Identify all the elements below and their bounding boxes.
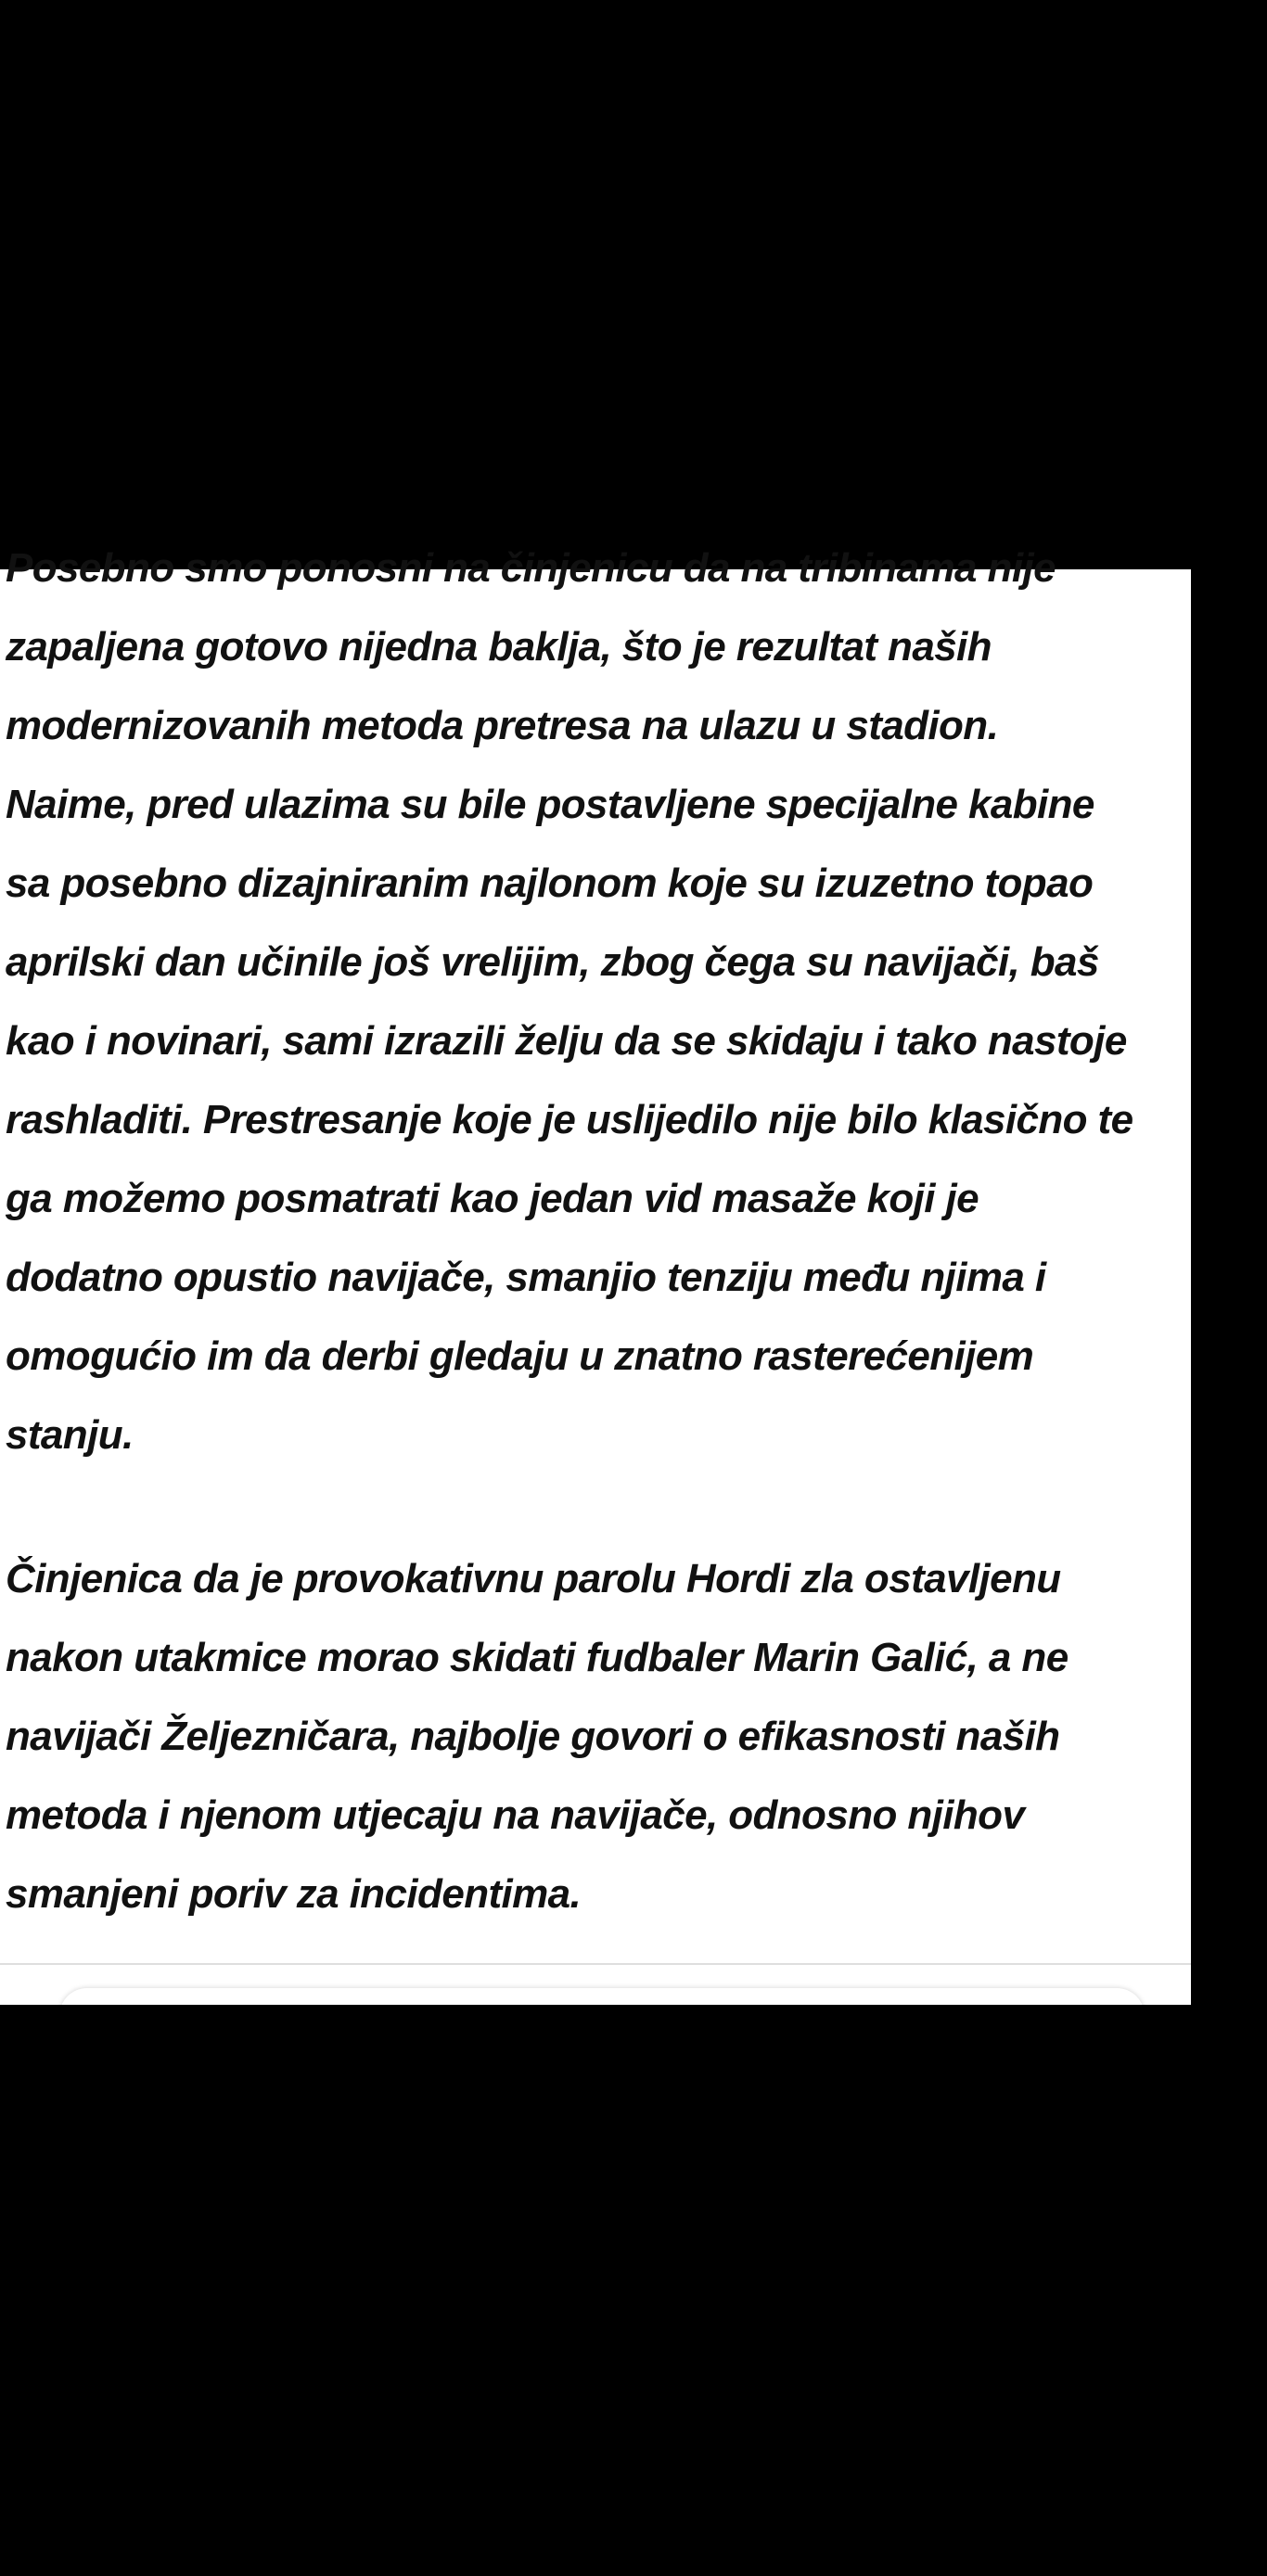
article-content[interactable] — [0, 545, 1191, 2005]
section-divider — [0, 1963, 1191, 1965]
article-paragraph-1: Posebno smo ponosni na činjenicu da na tribinama nije zapaljena gotovo nijedna baklja, što je rezultat naših modernizovanih metoda pretresa na ulazu u stadion. Naime, pred ulazima su bile postavljene specijalne kabine sa posebno dizajniranim najlonom koje su izuzetno topao aprilski dan učinile još vrelijim, zbog čega su navijači, baš kao i novinari, sami izrazili želju da se skidaju i tako nastoje rashladiti. Prestresanje koje je uslijedilo nije bilo klasično te ga možemo posmatrati kao jedan vid masaže koji je dodatno opustio navijače, smanjio tenziju među njima i omogućio im da derbi gledaju u znatno rasterećenijem stanju. — [6, 545, 1133, 1458]
top-black-area — [0, 0, 1191, 569]
bottom-black-area — [0, 2005, 1191, 2576]
article-paragraph-2: Činjenica da je provokativnu parolu Hordi zla ostavljenu nakon utakmice morao skidati fudbaler Marin Galić, a ne navijači Željezničara, najbolje govori o efikasnosti naših metoda i njenom utjecaju na navijače, odnosno njihov smanjeni poriv za incidentima. — [6, 1556, 1069, 1917]
